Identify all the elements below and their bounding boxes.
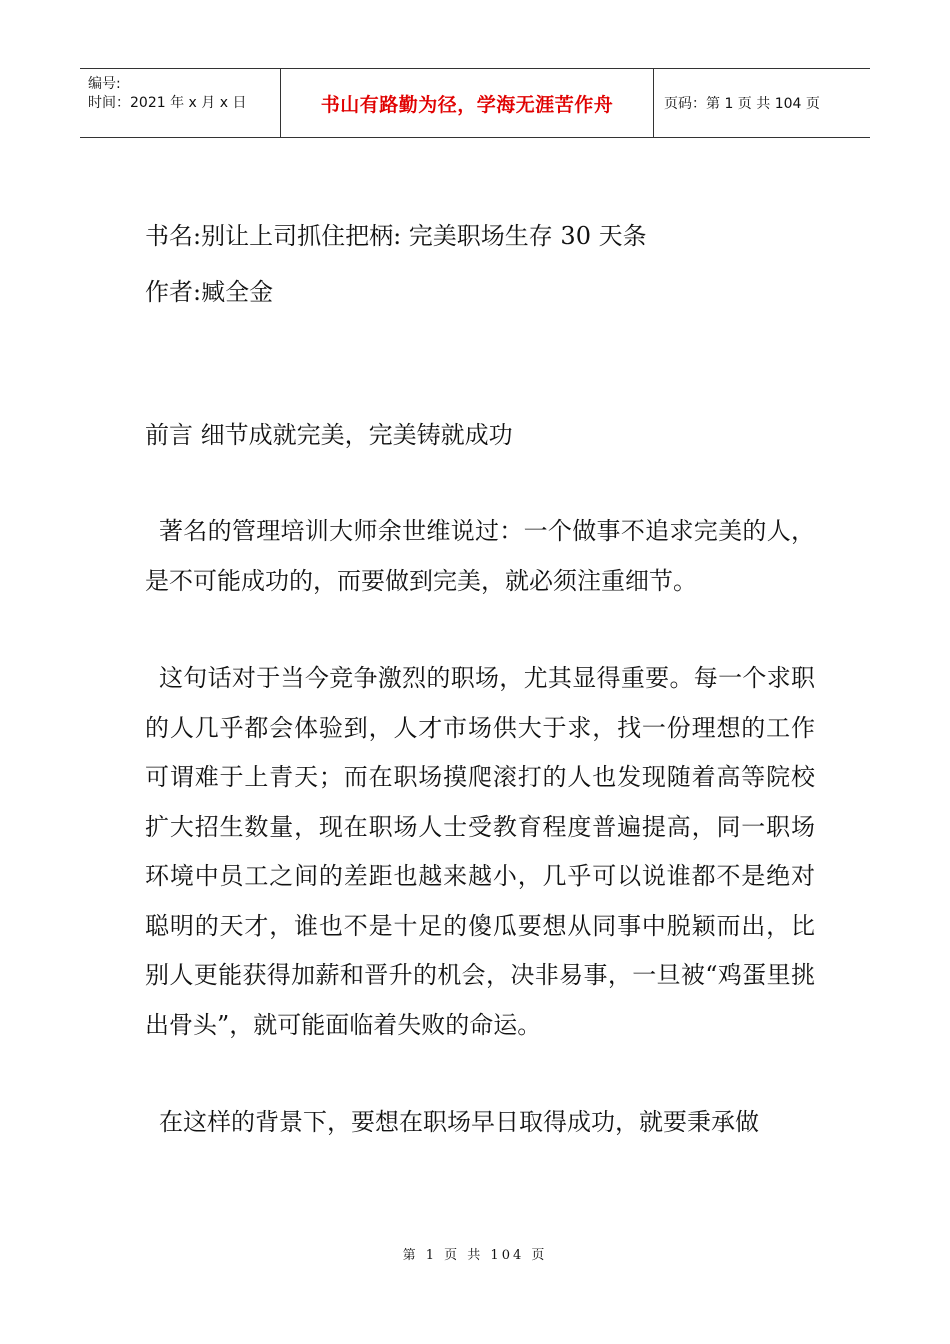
- paragraph: 著名的管理培训大师余世维说过：一个做事不追求完美的人，是不可能成功的，而要做到完美，就必须注重细节。: [145, 517, 815, 595]
- page-header: [80, 68, 870, 138]
- number-label: 编号:: [88, 76, 121, 92]
- author-line: 作者:臧全金: [145, 278, 274, 306]
- page-footer: 第 1 页 共 104 页: [402, 1248, 548, 1263]
- header-page-info: 页码：第 1 页 共 104 页: [664, 96, 820, 112]
- paragraph: 这句话对于当今竞争激烈的职场，尤其显得重要。每一个求职的人几乎都会体验到，人才市场供大于求，找一份理想的工作可谓难于上青天；而在职场摸爬滚打的人也发现随着高等院校扩大招生数量，现在职场人士受教育程度普遍提高，同一职场环境中员工之间的差距也越来越小，几乎可以说谁都不是绝对聪明的天才，谁也不是十足的傻瓜要想从同事中脱颖而出，比别人更能获得加薪和晋升的机会，决非易事，一旦被“鸡蛋里挑出骨头”，就可能面临着失败的命运。: [145, 664, 815, 1039]
- header-meta: [80, 69, 281, 137]
- book-title: 书名:别让上司抓住把柄: 完美职场生存 30 天条: [145, 222, 647, 250]
- document-body: [145, 212, 815, 1148]
- preface-heading: 前言 细节成就完美，完美铸就成功: [145, 421, 513, 449]
- paragraph: 在这样的背景下，要想在职场早日取得成功，就要秉承做: [159, 1108, 759, 1136]
- time-label: 时间：2021 年 x 月 x 日: [88, 95, 247, 111]
- header-motto: 书山有路勤为径，学海无涯苦作舟: [281, 69, 654, 137]
